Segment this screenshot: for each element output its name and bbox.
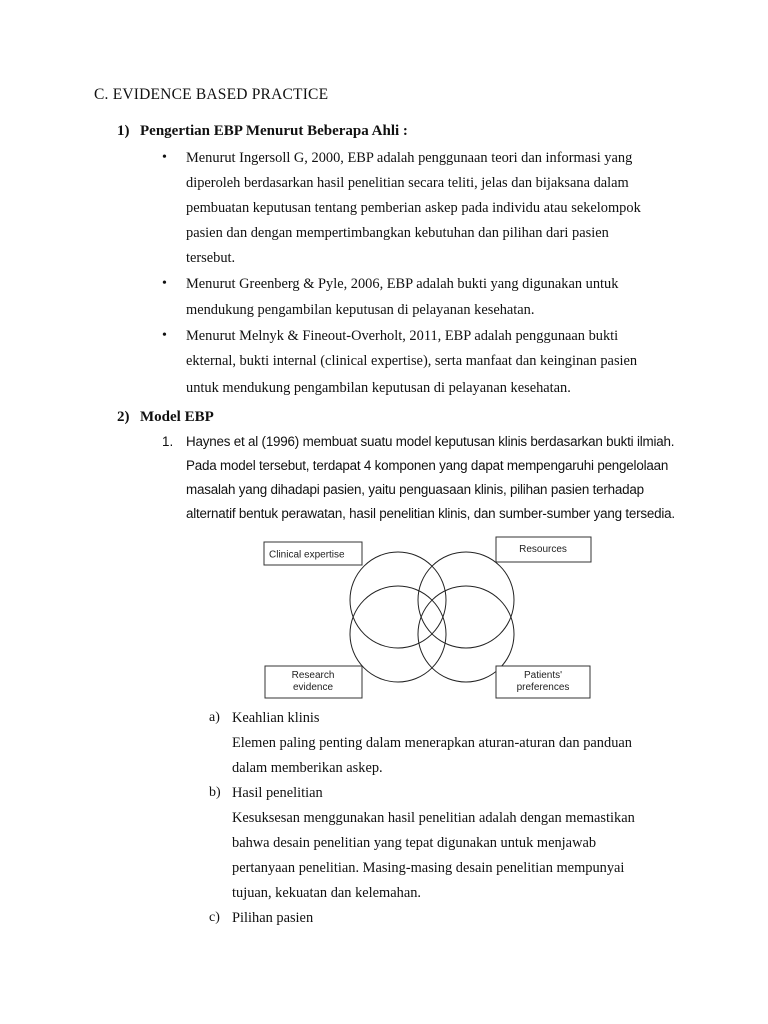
model-text-line-2: Pada model tersebut, terdapat 4 komponen yang dapat mempengaruhi pengelolaan [186, 458, 669, 473]
subitem-a-letter: a) [209, 710, 220, 725]
subsection-1-number: 1) [117, 123, 130, 139]
subitem-a-line-1: Elemen paling penting dalam menerapkan aturan-aturan dan panduan [232, 735, 632, 751]
bullet-icon: • [162, 150, 167, 165]
bullet-3-line-1: Menurut Melnyk & Fineout-Overholt, 2011, EBP adalah penggunaan bukti [186, 328, 619, 344]
label-patients: Patients' [523, 670, 563, 681]
subitem-c-letter: c) [209, 910, 220, 925]
subsection-2-number: 2) [117, 409, 130, 425]
ebp-venn-diagram [262, 532, 596, 702]
subsection-2-title: Model EBP [140, 409, 214, 425]
subitem-c-title: Pilihan pasien [232, 910, 314, 926]
bullet-1-line-4: pasien dan dengan mempertimbangkan kebutuhan dan pilihan dari pasien [186, 225, 609, 241]
bullet-1-line-1: Menurut Ingersoll G, 2000, EBP adalah penggunaan teori dan informasi yang [186, 150, 633, 166]
bullet-1-line-5: tersebut. [186, 250, 236, 266]
model-text-line-4: alternatif bentuk perawatan, hasil penelitian klinis, dan sumber-sumber yang tersedia. [186, 506, 675, 521]
bullet-3-line-2: ekternal, bukti internal (clinical expertise), serta manfaat dan keinginan pasien [186, 353, 638, 369]
label-evidence: evidence [292, 682, 334, 693]
label-research: Research [291, 670, 335, 681]
section-title: C. EVIDENCE BASED PRACTICE [94, 86, 329, 103]
subitem-a-title: Keahlian klinis [232, 710, 320, 726]
subitem-a-line-2: dalam memberikan askep. [232, 760, 383, 776]
label-preferences: preferences [516, 682, 570, 693]
subitem-b-title: Hasil penelitian [232, 785, 323, 801]
bullet-icon: • [162, 276, 167, 291]
bullet-icon: • [162, 328, 167, 343]
bullet-1-line-2: diperoleh berdasarkan hasil penelitian secara teliti, jelas dan bijaksana dalam [186, 175, 629, 191]
bullet-2-line-2: mendukung pengambilan keputusan di pelayanan kesehatan. [186, 302, 535, 318]
subitem-b-line-3: pertanyaan penelitian. Masing-masing desain penelitian mempunyai [232, 860, 625, 876]
bullet-1-line-3: pembuatan keputusan tentang pemberian askep pada individu atau sekelompok [186, 200, 641, 216]
bullet-3-line-3: untuk mendukung pengambilan keputusan di pelayanan kesehatan. [186, 380, 571, 396]
label-clinical-expertise: Clinical expertise [269, 549, 345, 561]
label-resources: Resources [519, 544, 567, 555]
subitem-b-line-2: bahwa desain penelitian yang tepat digunakan untuk menjawab [232, 835, 597, 851]
bullet-2-line-1: Menurut Greenberg & Pyle, 2006, EBP adalah bukti yang digunakan untuk [186, 276, 619, 292]
model-text-line-1: Haynes et al (1996) membuat suatu model keputusan klinis berdasarkan bukti ilmiah. [186, 434, 675, 449]
model-text-line-3: masalah yang dihadapi pasien, yaitu penguasaan klinis, pilihan pasien terhadap [186, 482, 644, 497]
subitem-b-line-1: Kesuksesan menggunakan hasil penelitian adalah dengan memastikan [232, 810, 635, 826]
subitem-b-letter: b) [209, 785, 221, 800]
subitem-b-line-4: tujuan, kekuatan dan kelemahan. [232, 885, 422, 901]
subsection-1-title: Pengertian EBP Menurut Beberapa Ahli : [140, 123, 408, 139]
numbered-item-number: 1. [162, 434, 174, 449]
